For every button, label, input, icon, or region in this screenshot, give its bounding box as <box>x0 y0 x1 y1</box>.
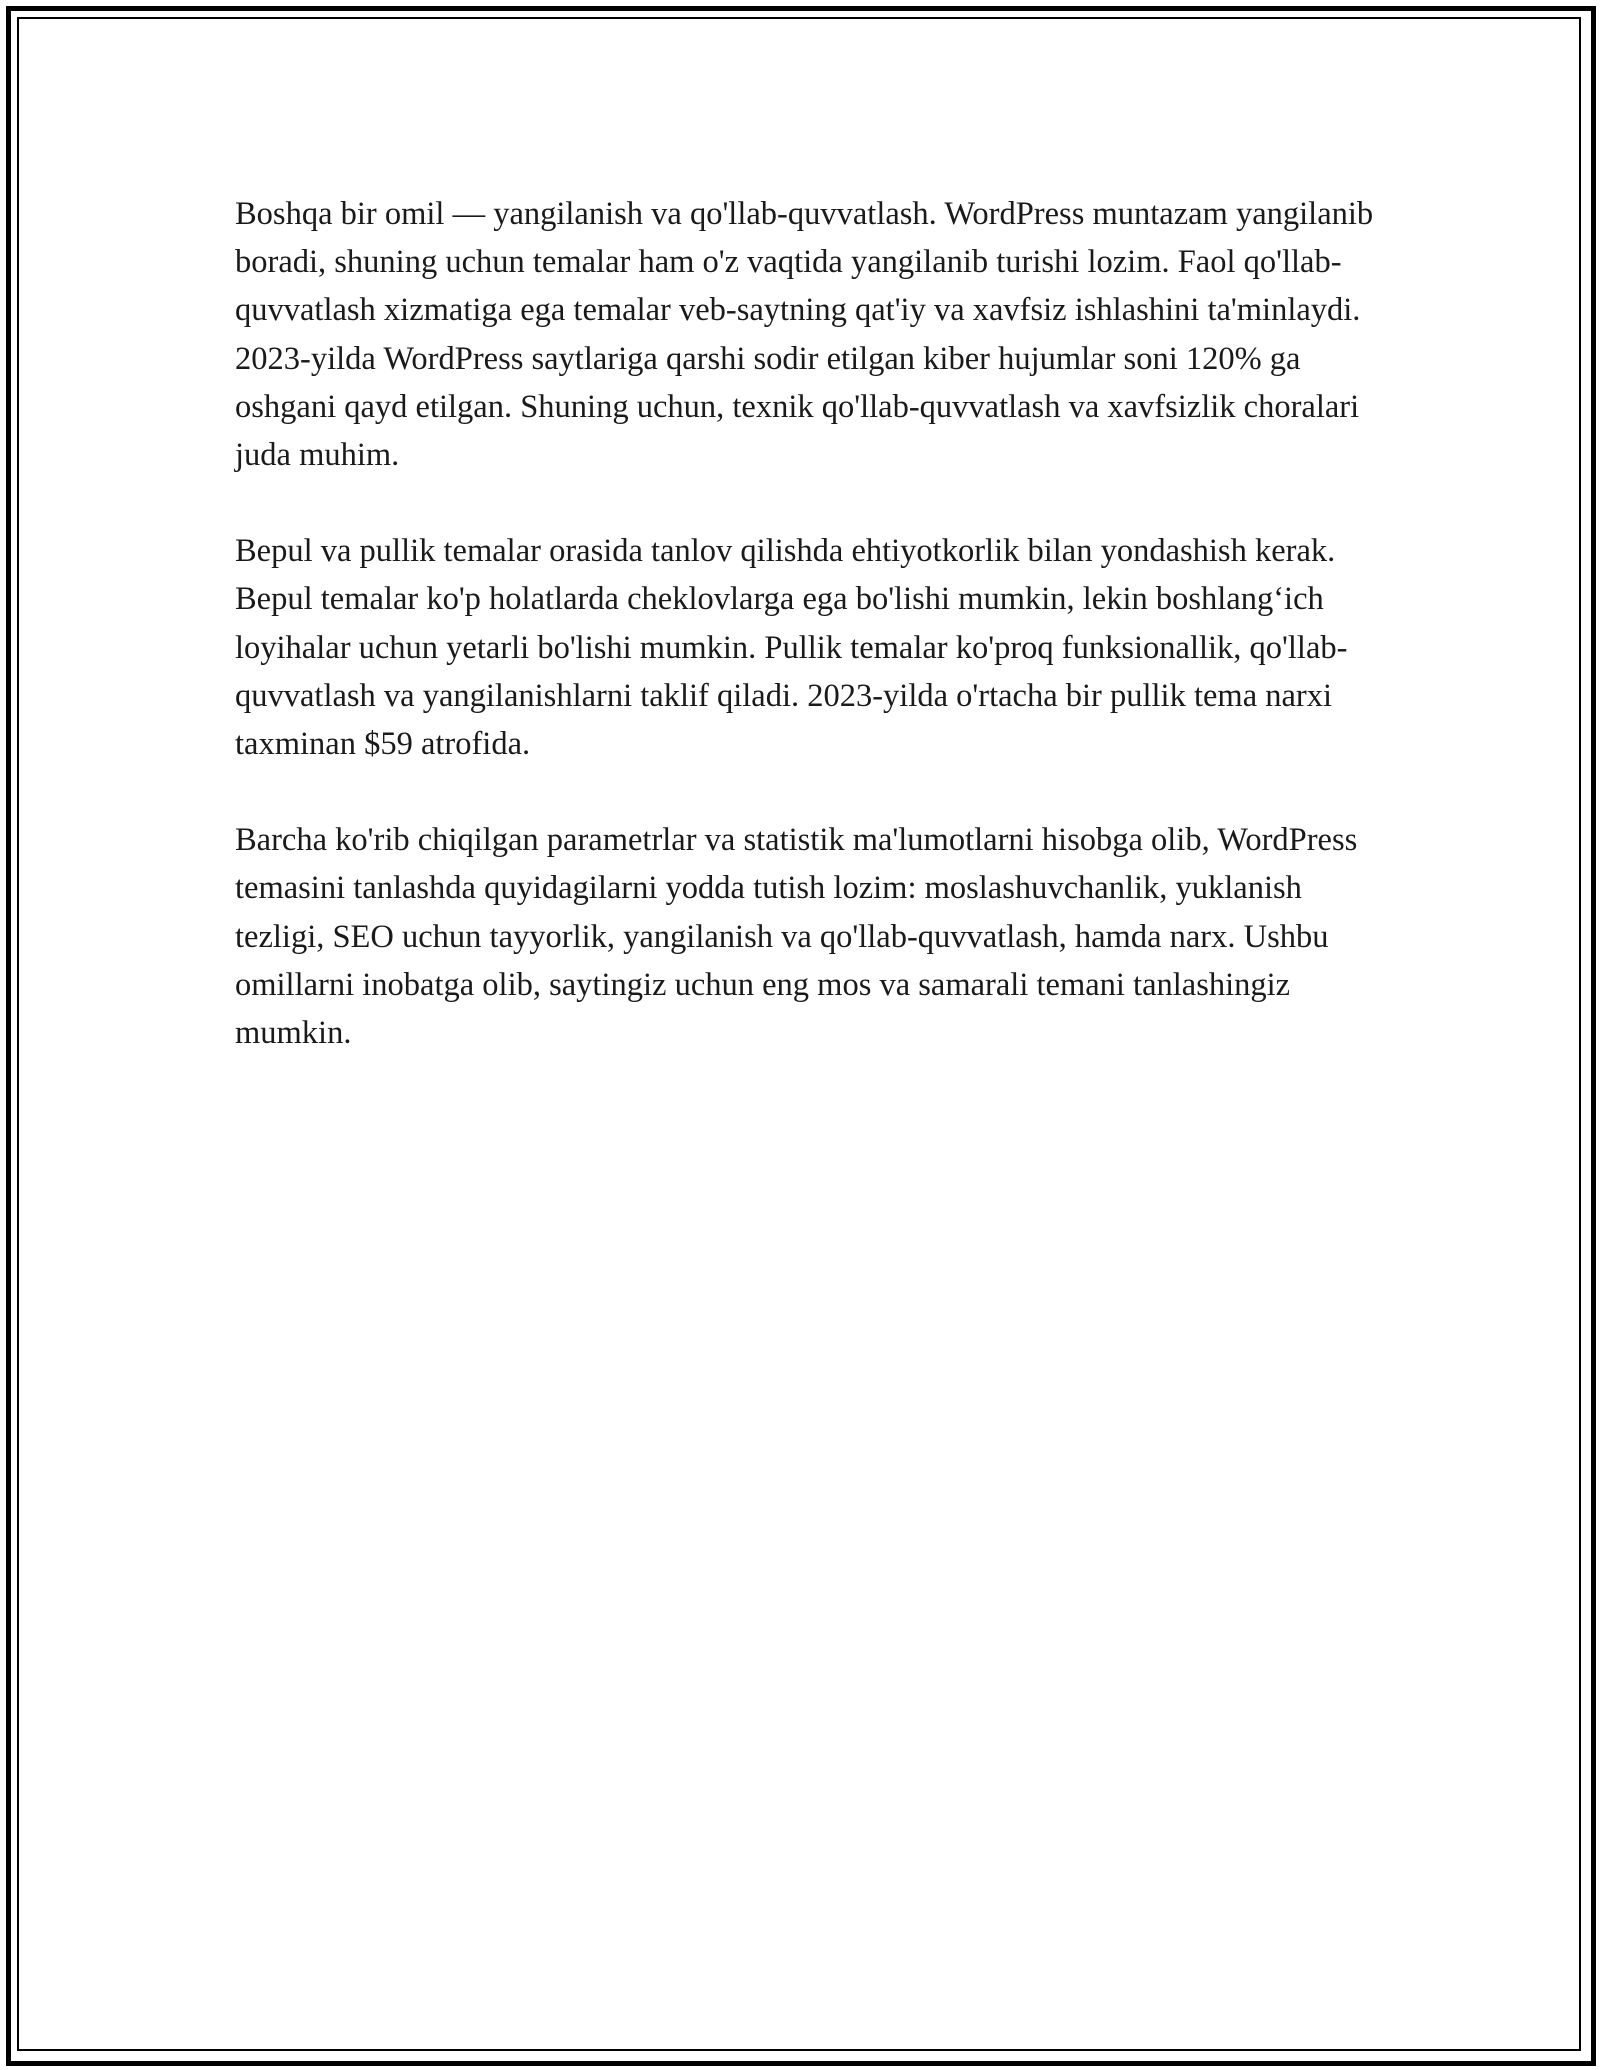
paragraph-updates-support: Boshqa bir omil — yangilanish va qo'llab-quvvatlash. WordPress muntazam yangilanib boradi, shuning uchun temalar ham o'z vaqtida yangilanib turishi lozim. Faol qo'llab-quvvatlash xizmatiga ega temalar veb-saytning qat'iy va xavfsiz ishlashini ta'minlaydi. 2023-yilda WordPress saytlariga qarshi sodir etilgan kiber hujumlar soni 120% ga oshgani qayd etilgan. Shuning uchun, texnik qo'llab-quvvatlash va xavfsizlik choralari juda muhim. <box>235 196 1374 474</box>
paragraph-free-vs-paid: Bepul va pullik temalar orasida tanlov qilishda ehtiyotkorlik bilan yondashish kerak. Bepul temalar ko'p holatlarda cheklovlarga ega bo'lishi mumkin, lekin boshlang‘ich loyihalar uchun yetarli bo'lishi mumkin. Pullik temalar ko'proq funksionallik, qo'llab-quvvatlash va yangilanishlarni taklif qiladi. 2023-yilda o'rtacha bir pullik tema narxi taxminan $59 atrofida. <box>235 533 1348 763</box>
paragraph-conclusion: Barcha ko'rib chiqilgan parametrlar va statistik ma'lumotlarni hisobga olib, WordPress temasini tanlashda quyidagilarni yodda tutish lozim: moslashuvchanlik, yuklanish tezligi, SEO uchun tayyorlik, yangilanish va qo'llab-quvvatlash, hamda narx. Ushbu omillarni inobatga olib, saytingiz uchun eng mos va samarali temani tanlashingiz mumkin. <box>235 822 1358 1052</box>
document-body <box>235 190 1375 1105</box>
